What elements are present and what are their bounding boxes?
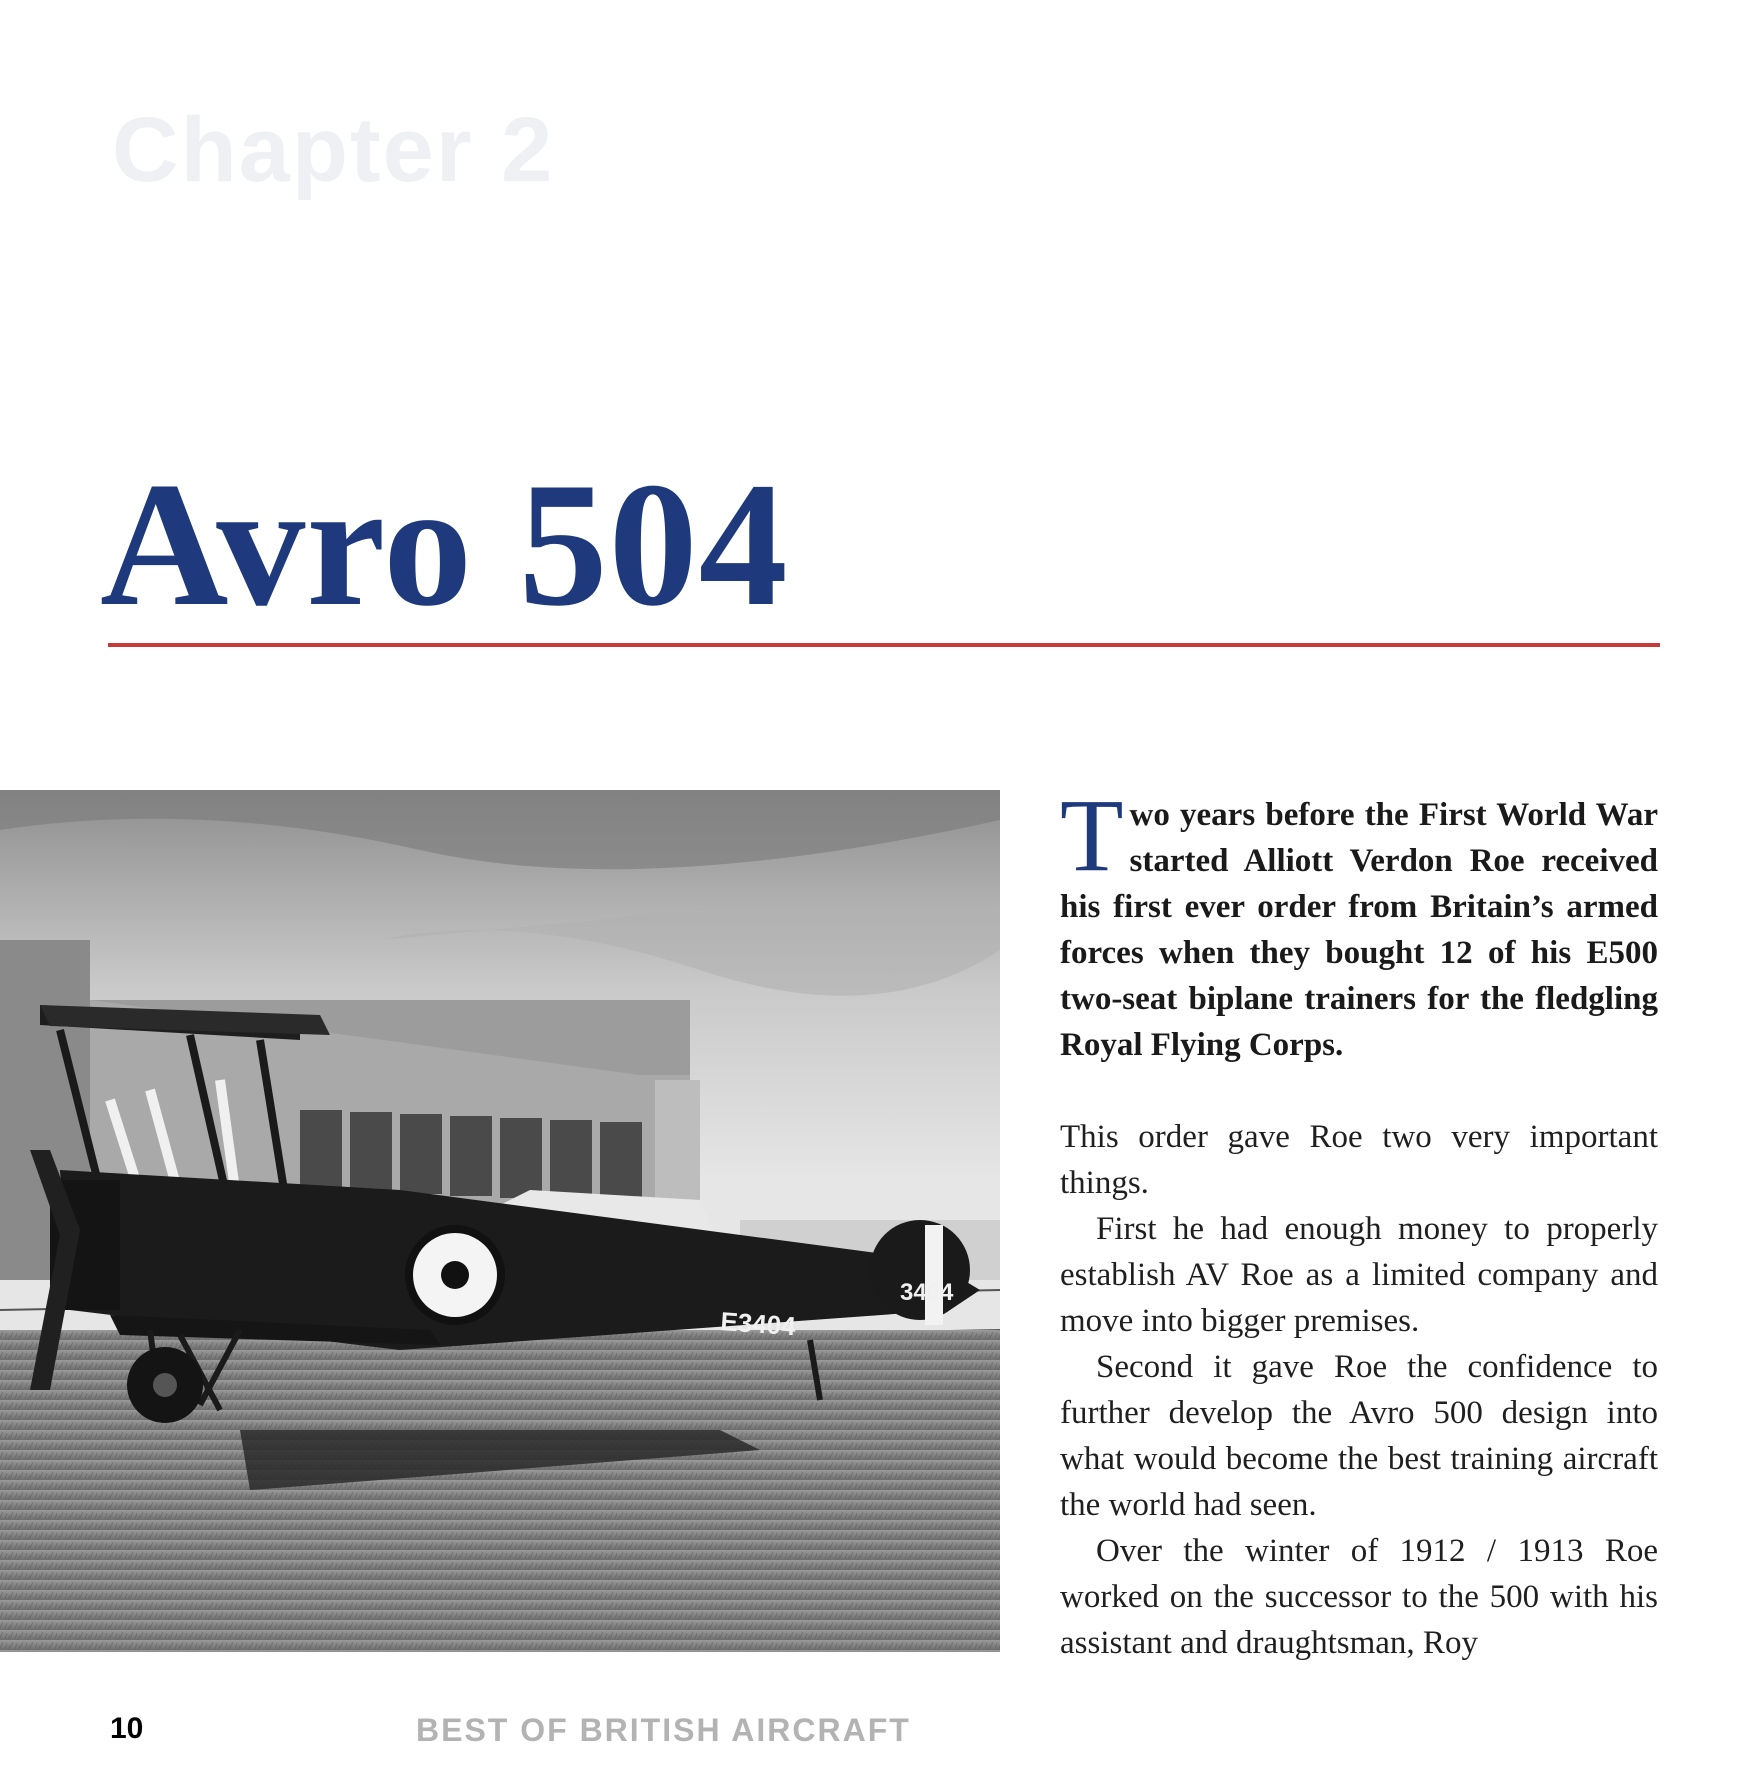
aircraft-photo-drawing xyxy=(0,790,1000,1652)
lead-paragraph xyxy=(1060,778,1658,1068)
aircraft-photo xyxy=(0,790,1000,1652)
body-paragraph: This order gave Roe two very important things. xyxy=(1060,1119,1658,1201)
chapter-label: Chapter 2 xyxy=(112,99,555,201)
page-number: 10 xyxy=(110,1712,144,1745)
title-rule xyxy=(108,643,1660,647)
body-paragraph: Second it gave Roe the confidence to further develop the Avro 500 design into what would become the best training aircraft the world had seen. xyxy=(1060,1349,1658,1523)
fuselage-serial: E3404 xyxy=(719,1306,797,1342)
page-title: Avro 504 xyxy=(100,445,789,643)
body-paragraph: Over the winter of 1912 / 1913 Roe worked on the successor to the 500 with his assistant and draughtsman, Roy xyxy=(1060,1533,1658,1661)
lead-text: wo years before the First World War started Alliott Verdon Roe received his first ever order from Britain’s armed forces when they bought 12 of his E500 two-seat biplane trainers for the fledgling Royal Flying Corps. xyxy=(1060,797,1658,1063)
tail-number: 3404 xyxy=(900,1279,954,1306)
article-text xyxy=(1060,778,1658,1666)
running-head: BEST OF BRITISH AIRCRAFT xyxy=(416,1712,911,1748)
drop-cap: T xyxy=(1060,778,1124,893)
body-paragraph: First he had enough money to properly establish AV Roe as a limited company and move into bigger premises. xyxy=(1060,1211,1658,1339)
